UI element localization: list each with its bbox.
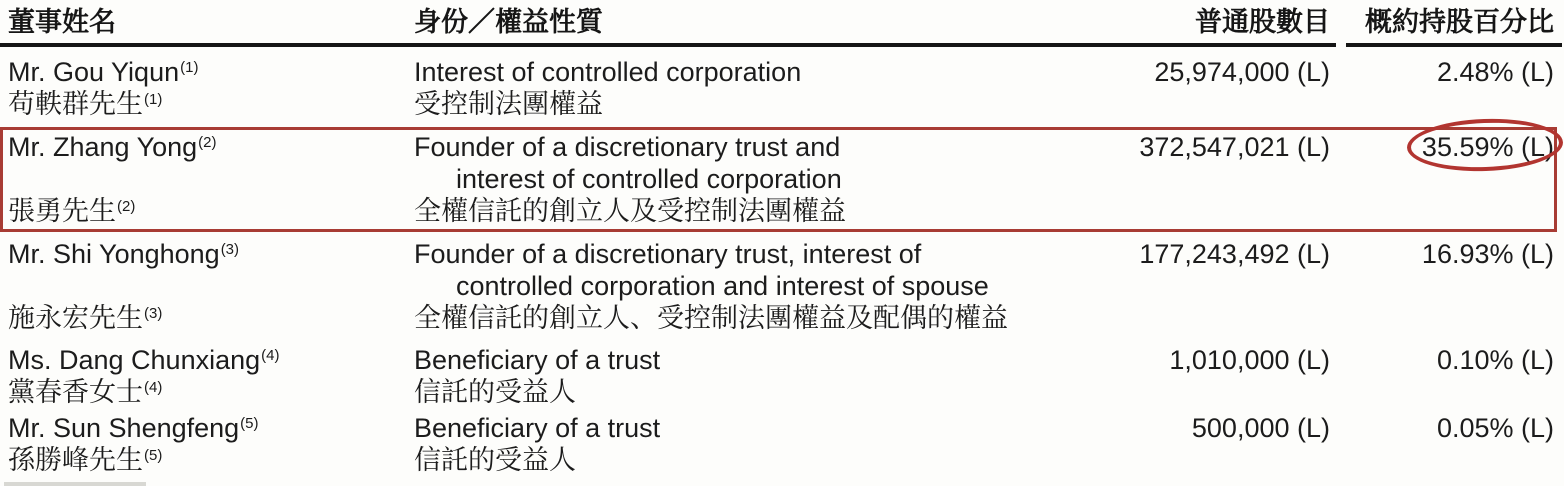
table-row (0, 238, 1557, 334)
director-name-line (8, 270, 414, 302)
shares-value: 1,010,000 (L) (1169, 345, 1330, 375)
director-name-line: Mr. Shi Yonghong$^{(3)}$ (8, 239, 240, 269)
capacity-cell (414, 412, 1064, 476)
director-name-line: Mr. Zhang Yong$^{(2)}$ (8, 132, 217, 162)
percent-value: 16.93% (L) (1421, 239, 1554, 269)
name-cell (0, 56, 414, 120)
footnote-ref: (4) (144, 379, 163, 396)
director-name-line: 孫勝峰先生$^{(5)}$ (8, 445, 163, 475)
name-cell (0, 131, 414, 227)
shares-cell (1064, 56, 1330, 120)
director-name-line: Mr. Gou Yiqun$^{(1)}$ (8, 57, 199, 87)
percent-value: 2.48% (L) (1436, 57, 1554, 87)
footnote-ref: (4) (261, 347, 280, 364)
name-cell (0, 344, 414, 408)
capacity-cell (414, 56, 1064, 120)
table-header-row (0, 0, 1564, 38)
shares-value: 500,000 (L) (1191, 413, 1330, 443)
capacity-cell (414, 344, 1064, 408)
footnote-ref: (3) (144, 305, 163, 322)
shares-value: 372,547,021 (L) (1139, 132, 1330, 162)
footnote-ref: (2) (198, 134, 217, 151)
director-name-line: 施永宏先生$^{(3)}$ (8, 303, 163, 333)
table-row (0, 344, 1557, 408)
director-name-line: 黨春香女士$^{(4)}$ (8, 377, 163, 407)
header-underline-left (0, 43, 1336, 47)
footnote-ref: (5) (144, 447, 163, 464)
shares-value: 25,974,000 (L) (1154, 57, 1330, 87)
header-approx-percentage: 概約持股百分比 (1365, 7, 1554, 37)
shares-cell (1064, 131, 1330, 227)
director-name-line (8, 163, 414, 195)
percent-cell (1330, 412, 1554, 476)
table-body (0, 56, 1564, 476)
director-name-line: Mr. Sun Shengfeng$^{(5)}$ (8, 413, 259, 443)
name-cell (0, 238, 414, 334)
percent-value: 0.10% (L) (1436, 345, 1554, 375)
shares-cell (1064, 344, 1330, 408)
percent-value: 35.59% (L) (1421, 132, 1554, 162)
capacity-line: Founder of a discretionary trust, interest of (414, 239, 922, 269)
director-name-line: Ms. Dang Chunxiang$^{(4)}$ (8, 345, 280, 375)
percent-cell (1330, 131, 1554, 227)
percent-cell (1330, 238, 1554, 334)
director-name-line: 張勇先生$^{(2)}$ (8, 196, 136, 226)
shares-value: 177,243,492 (L) (1139, 239, 1330, 269)
footnote-ref: (1) (180, 59, 199, 76)
capacity-line: 信託的受益人 (414, 377, 576, 407)
footnote-ref: (2) (117, 198, 136, 215)
percent-cell (1330, 344, 1554, 408)
header-director-name: 董事姓名 (8, 7, 116, 37)
capacity-line: 全權信託的創立人及受控制法團權益 (414, 196, 846, 226)
table-row (0, 412, 1557, 476)
capacity-cell (414, 131, 1064, 227)
capacity-line: 受控制法團權益 (414, 89, 603, 119)
capacity-line: interest of controlled corporation (456, 164, 842, 194)
table-row-red-boxed (0, 127, 1557, 232)
capacity-line: 信託的受益人 (414, 445, 576, 475)
header-ordinary-shares: 普通股數目 (1195, 7, 1330, 37)
percent-cell (1330, 56, 1554, 120)
capacity-line: 全權信託的創立人、受控制法團權益及配偶的權益 (414, 303, 1008, 333)
table-row (0, 56, 1557, 120)
shares-cell (1064, 238, 1330, 334)
header-capacity-nature: 身份／權益性質 (414, 7, 603, 37)
capacity-line: Founder of a discretionary trust and (414, 132, 841, 162)
capacity-line: controlled corporation and interest of spouse (456, 271, 989, 301)
percent-value: 0.05% (L) (1436, 413, 1554, 443)
name-cell (0, 412, 414, 476)
shares-cell (1064, 412, 1330, 476)
header-underline-right (1346, 43, 1562, 47)
capacity-cell (414, 238, 1064, 334)
footnote-ref: (3) (220, 241, 240, 258)
capacity-line: Interest of controlled corporation (414, 57, 802, 87)
capacity-line: Beneficiary of a trust (414, 345, 661, 375)
footnote-ref: (5) (240, 415, 259, 432)
capacity-line: Beneficiary of a trust (414, 413, 661, 443)
director-name-line: 苟軼群先生$^{(1)}$ (8, 89, 163, 119)
cutoff-next-row-artifact (4, 482, 146, 486)
footnote-ref: (1) (144, 91, 163, 108)
